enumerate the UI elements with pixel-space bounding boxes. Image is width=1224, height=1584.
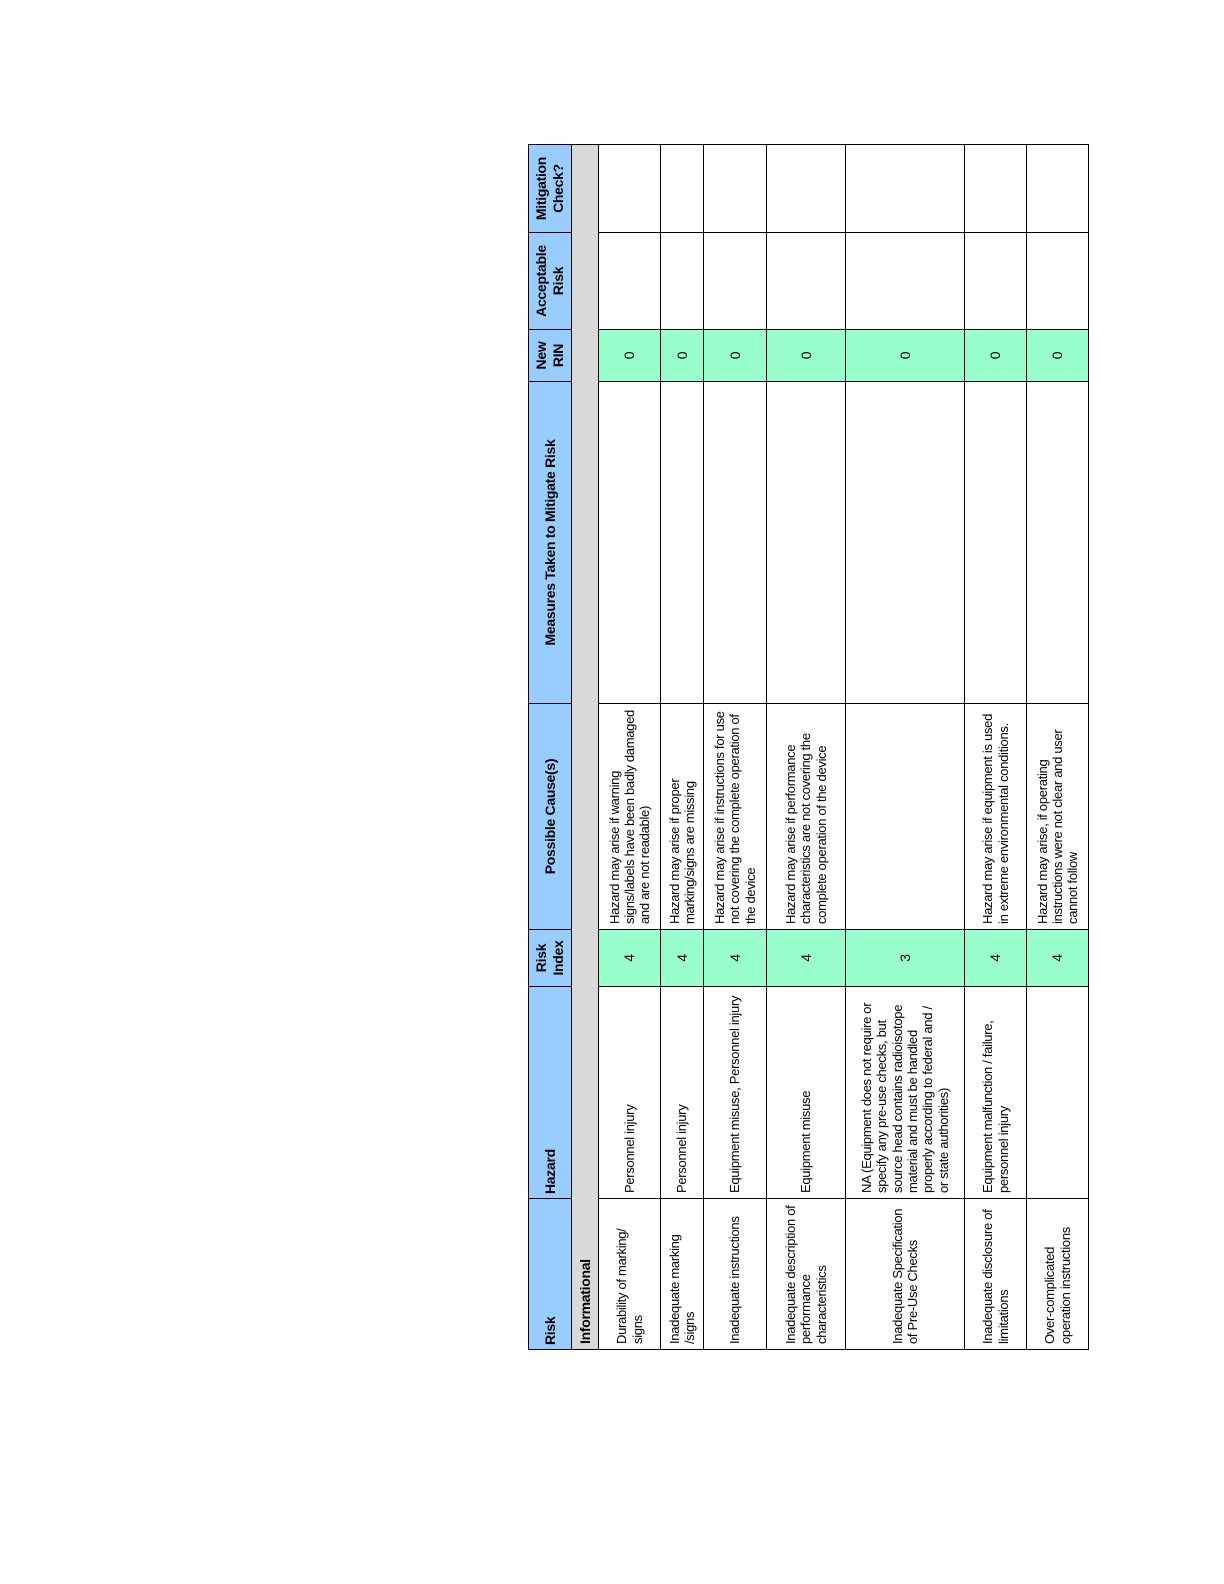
header-measures: Measures Taken to Mitigate Risk (529, 382, 572, 704)
new-rin-cell: 0 (599, 330, 661, 382)
measures-cell[interactable] (704, 382, 767, 704)
cause-cell: Hazard may arise if instructions for use not covering the complete operation of the device (704, 704, 767, 930)
risk-cell: Over-complicated operation instructions (1027, 1199, 1089, 1350)
acceptable-risk-cell[interactable] (846, 233, 965, 330)
hazard-cell: Equipment misuse (767, 987, 846, 1199)
risk-index-cell: 4 (704, 930, 767, 987)
header-possible-causes: Possible Cause(s) (529, 704, 572, 930)
header-risk: Risk (529, 1199, 572, 1350)
mitigation-check-cell[interactable] (1027, 145, 1089, 233)
risk-cell: Inadequate disclosure of limitations (965, 1199, 1027, 1350)
table-row (661, 145, 704, 1350)
risk-cell: Inadequate marking /signs (661, 1199, 704, 1350)
section-filler (572, 145, 599, 233)
new-rin-cell: 0 (661, 330, 704, 382)
risk-assessment-sheet (528, 145, 1109, 1350)
risk-cell: Inadequate instructions (704, 1199, 767, 1350)
risk-index-cell: 4 (661, 930, 704, 987)
cause-cell: Hazard may arise if proper marking/signs are missing (661, 704, 704, 930)
mitigation-check-cell[interactable] (965, 145, 1027, 233)
header-new-rin: New RIN (529, 330, 572, 382)
cause-cell: Hazard may arise if performance characteristics are not covering the complete operation of the device (767, 704, 846, 930)
measures-cell[interactable] (1027, 382, 1089, 704)
hazard-cell: NA (Equipment does not require or specify any pre-use checks, but source head contains radioisotope material and must be handled properly according to federal and / or state authorities) (846, 987, 965, 1199)
measures-cell[interactable] (965, 382, 1027, 704)
measures-cell[interactable] (767, 382, 846, 704)
acceptable-risk-cell[interactable] (965, 233, 1027, 330)
risk-index-cell: 4 (599, 930, 661, 987)
risk-cell: Durability of marking/ signs (599, 1199, 661, 1350)
new-rin-cell: 0 (965, 330, 1027, 382)
header-risk-index: Risk Index (529, 930, 572, 987)
table-row (846, 145, 965, 1350)
hazard-cell: Equipment malfunction / failure, personnel injury (965, 987, 1027, 1199)
new-rin-cell: 0 (767, 330, 846, 382)
measures-cell[interactable] (661, 382, 704, 704)
header-hazard: Hazard (529, 987, 572, 1199)
acceptable-risk-cell[interactable] (599, 233, 661, 330)
mitigation-check-cell[interactable] (704, 145, 767, 233)
risk-cell: Inadequate Specification of Pre-Use Checks (846, 1199, 965, 1350)
header-acceptable-risk: Acceptable Risk (529, 233, 572, 330)
header-mitigation-check: Mitigation Check? (529, 145, 572, 233)
measures-cell[interactable] (846, 382, 965, 704)
new-rin-cell: 0 (704, 330, 767, 382)
new-rin-cell: 0 (846, 330, 965, 382)
hazard-cell: Personnel injury (661, 987, 704, 1199)
hazard-cell: Personnel injury (599, 987, 661, 1199)
risk-cell: Inadequate description of performance characteristics (767, 1199, 846, 1350)
hazard-cell: Equipment misuse, Personnel injury (704, 987, 767, 1199)
mitigation-check-cell[interactable] (599, 145, 661, 233)
risk-index-cell: 4 (965, 930, 1027, 987)
table-row (767, 145, 846, 1350)
section-row (572, 145, 599, 1350)
cause-cell (846, 704, 965, 930)
mitigation-check-cell[interactable] (767, 145, 846, 233)
mitigation-check-cell[interactable] (661, 145, 704, 233)
new-rin-cell: 0 (1027, 330, 1089, 382)
acceptable-risk-cell[interactable] (767, 233, 846, 330)
section-title: Informational (572, 233, 599, 1350)
table-row (704, 145, 767, 1350)
table-row (965, 145, 1027, 1350)
cause-cell: Hazard may arise if equipment is used in extreme environmental conditions. (965, 704, 1027, 930)
header-row (529, 145, 572, 1350)
measures-cell[interactable] (599, 382, 661, 704)
mitigation-check-cell[interactable] (846, 145, 965, 233)
risk-index-cell: 4 (767, 930, 846, 987)
acceptable-risk-cell[interactable] (661, 233, 704, 330)
acceptable-risk-cell[interactable] (704, 233, 767, 330)
risk-assessment-table (528, 144, 1089, 1350)
risk-index-cell: 4 (1027, 930, 1089, 987)
cause-cell: Hazard may arise if warning signs/labels have been badly damaged and are not readable) (599, 704, 661, 930)
risk-index-cell: 3 (846, 930, 965, 987)
acceptable-risk-cell[interactable] (1027, 233, 1089, 330)
cause-cell: Hazard may arise, if operating instructions were not clear and user cannot follow (1027, 704, 1089, 930)
table-row (599, 145, 661, 1350)
table-row (1027, 145, 1089, 1350)
hazard-cell (1027, 987, 1089, 1199)
